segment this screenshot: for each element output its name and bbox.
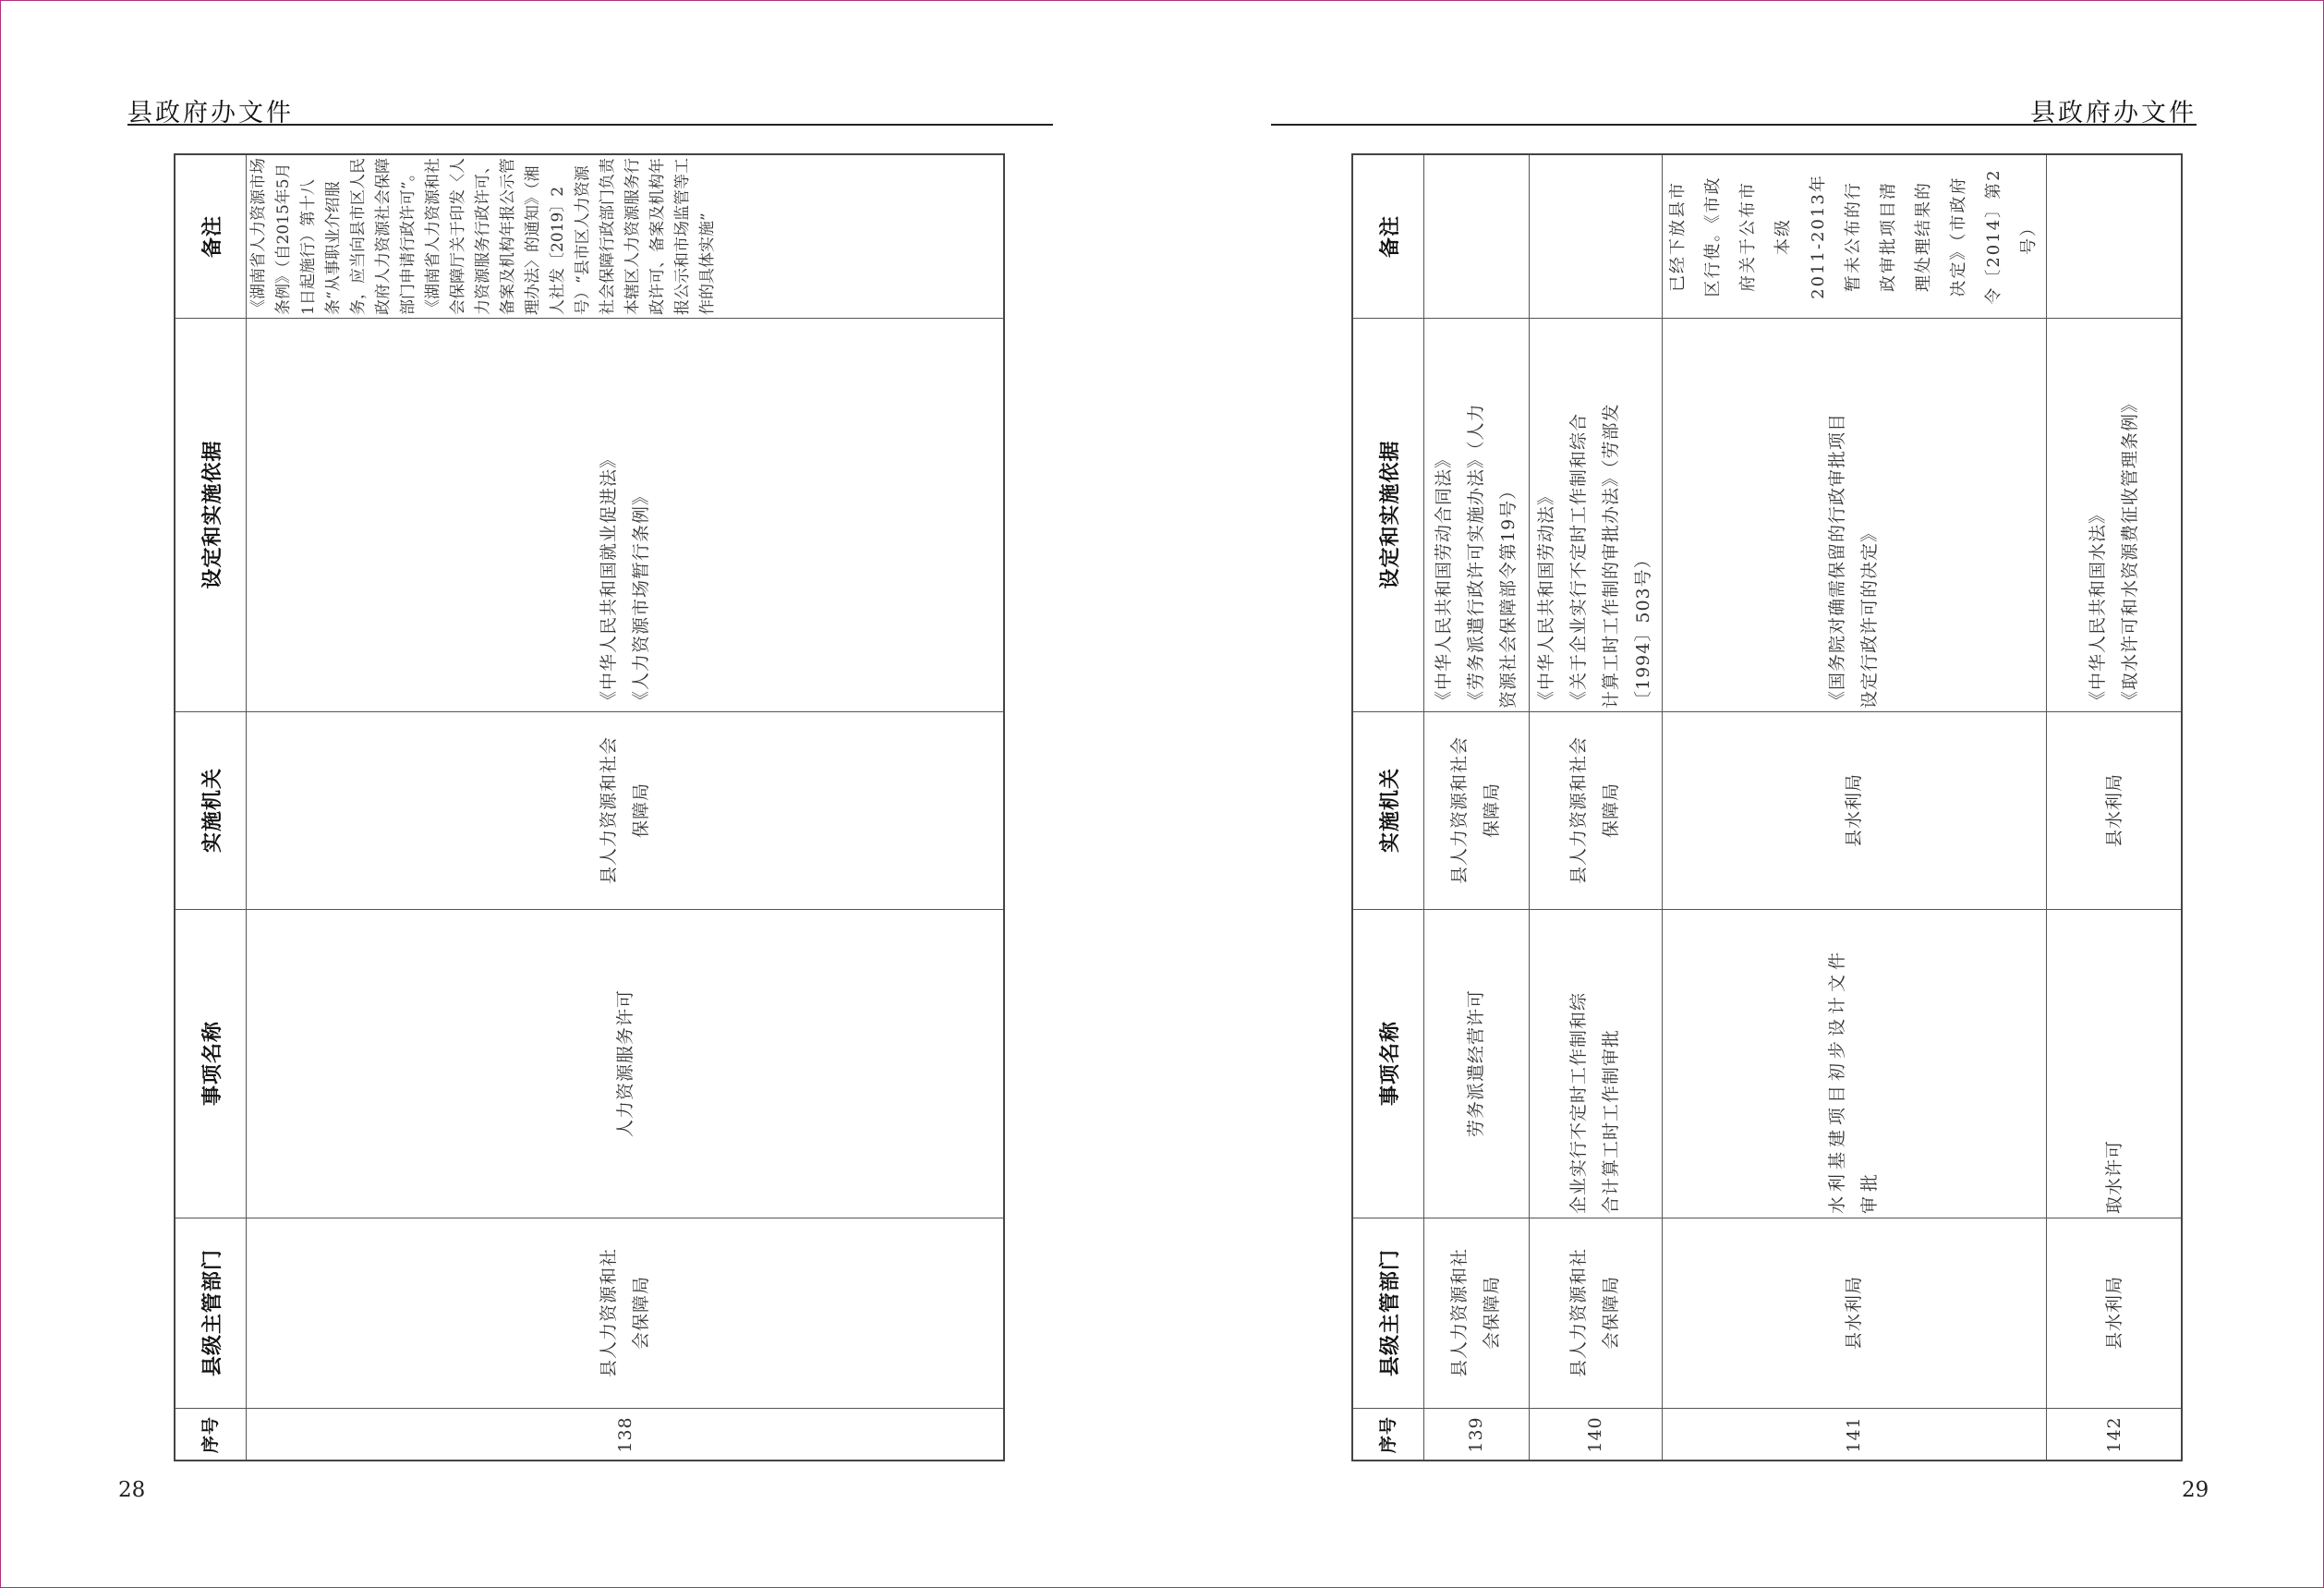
page-right xyxy=(1162,0,2324,1588)
row-142-seq: 142 xyxy=(2103,1416,2124,1453)
row-140-basis: 《中华人民共和国劳动法》 《关于企业实行不定时工作制和综合 计算工时工作制的审批办法》（劳部发 〔1994〕503号） xyxy=(1536,403,1653,709)
page-number-right: 29 xyxy=(2182,1478,2209,1502)
row-142-basis-cell xyxy=(2046,318,2183,711)
row-142-basis: 《中华人民共和国水法》 《取水许可和水资源费征收管理条例》 xyxy=(2088,394,2140,709)
header-dept-cell xyxy=(176,1218,246,1408)
row-138-remark: 《湖南省人力资源市场条例》（自2015年5月1日起施行）第十八条“从事职业介绍服务，应当向县市区人民政府人力资源社会保障部门申请行政许可”。 《湖南省人力资源和社会保障厅关于印发〈人力资源服务行政许可、备案及机构年报公示管理办法〉的通知》（湘人社发〔2019〕2号）“县市区人力资源社会保障行政部门负责本辖区人力资源服务行政许可、备案及机构年报公示和市场监管等工作的具体实施” xyxy=(249,158,717,315)
header-item-cell xyxy=(176,909,246,1218)
row-139-item: 劳务派遣经营许可 xyxy=(1465,989,1486,1138)
header-title: 县政府办文件 xyxy=(2030,99,2197,127)
column-header-agency: 实施机关 xyxy=(200,768,224,854)
row-141-remark: 已经下放县市 区行使。《市政 府关于公布市 本级 2011-2013年 暂未公布的行 政审批项目清 理处理结果的 决定》（市政府 令〔2014〕第2 号） xyxy=(1668,168,2039,305)
row-141-dept: 县水利局 xyxy=(1843,1276,1864,1351)
row-138-basis: 《中华人民共和国就业促进法》 《人力资源市场暂行条例》 xyxy=(599,449,651,709)
row-139-agency: 县人力资源和社会 保障局 xyxy=(1449,736,1502,885)
row-141-seq: 141 xyxy=(1843,1416,1864,1453)
row-140-seq-cell xyxy=(1529,1408,1662,1461)
row-138-agency-cell xyxy=(246,711,1005,909)
row-139-seq: 139 xyxy=(1465,1416,1486,1453)
column-header-dept: 县级主管部门 xyxy=(200,1249,224,1377)
row-138-basis-cell xyxy=(246,318,1005,711)
row-141-agency-cell xyxy=(1662,711,2046,909)
row-141-basis-cell xyxy=(1662,318,2046,711)
row-141-remark-cell xyxy=(1662,155,2046,318)
row-141-item: 水利基建项目初步设计文件 审批 xyxy=(1827,947,1880,1214)
row-141-agency: 县水利局 xyxy=(1843,773,1864,848)
row-138-dept: 县人力资源和社 会保障局 xyxy=(599,1248,651,1378)
row-140-item: 企业实行不定时工作制和综 合计算工时工作制审批 xyxy=(1568,991,1621,1214)
row-139-basis: 《中华人民共和国劳动合同法》 《劳务派遣行政许可实施办法》（人力 资源社会保障部令第19号） xyxy=(1433,403,1519,709)
header-seq-cell xyxy=(176,1408,246,1461)
table xyxy=(1351,153,2183,1461)
row-139-dept-cell xyxy=(1423,1218,1529,1408)
row-140-agency-cell xyxy=(1529,711,1662,909)
row-138-item: 人力资源服务许可 xyxy=(614,989,635,1138)
row-141-seq-cell xyxy=(1662,1408,2046,1461)
row-140-agency: 县人力资源和社会 保障局 xyxy=(1568,736,1621,885)
header-remark-cell xyxy=(176,155,246,318)
header-rule xyxy=(127,124,1053,126)
row-142-seq-cell xyxy=(2046,1408,2183,1461)
column-header-seq: 序号 xyxy=(1378,1416,1398,1454)
row-141-dept-cell xyxy=(1662,1218,2046,1408)
row-142-item-cell xyxy=(2046,909,2183,1218)
header-dept-cell xyxy=(1353,1218,1423,1408)
row-140-dept-cell xyxy=(1529,1218,1662,1408)
page-number-left: 28 xyxy=(118,1478,146,1502)
row-138-remark-cell xyxy=(246,155,1005,318)
row-139-agency-cell xyxy=(1423,711,1529,909)
column-header-agency: 实施机关 xyxy=(1378,768,1402,854)
row-142-agency: 县水利局 xyxy=(2103,773,2124,848)
row-139-basis-cell xyxy=(1423,318,1529,711)
row-141-item-cell xyxy=(1662,909,2046,1218)
header-title: 县政府办文件 xyxy=(127,99,294,127)
header-agency-cell xyxy=(176,711,246,909)
table xyxy=(174,153,1005,1461)
column-header-remark: 备注 xyxy=(1378,215,1402,259)
row-142-dept-cell xyxy=(2046,1218,2183,1408)
header-remark-cell xyxy=(1353,155,1423,318)
header-basis-cell xyxy=(1353,318,1423,711)
row-142-dept: 县水利局 xyxy=(2103,1276,2124,1351)
row-138-agency: 县人力资源和社会 保障局 xyxy=(599,736,651,885)
header-rule xyxy=(1271,124,2197,126)
column-header-remark: 备注 xyxy=(200,215,224,259)
row-140-basis-cell xyxy=(1529,318,1662,711)
column-header-dept: 县级主管部门 xyxy=(1378,1249,1402,1377)
header-item-cell xyxy=(1353,909,1423,1218)
header-seq-cell xyxy=(1353,1408,1423,1461)
column-header-basis: 设定和实施依据 xyxy=(1378,440,1402,589)
row-138-item-cell xyxy=(246,909,1005,1218)
header-basis-cell xyxy=(176,318,246,711)
row-139-item-cell xyxy=(1423,909,1529,1218)
column-header-item: 事项名称 xyxy=(1378,1021,1402,1107)
row-142-agency-cell xyxy=(2046,711,2183,909)
column-header-item: 事项名称 xyxy=(200,1021,224,1107)
row-139-seq-cell xyxy=(1423,1408,1529,1461)
row-140-seq: 140 xyxy=(1584,1416,1605,1453)
column-header-seq: 序号 xyxy=(200,1416,221,1454)
row-141-basis: 《国务院对确需保留的行政审批项目 设定行政许可的决定》 xyxy=(1827,412,1880,709)
row-140-item-cell xyxy=(1529,909,1662,1218)
row-142-item: 取水许可 xyxy=(2103,1139,2124,1214)
column-header-basis: 设定和实施依据 xyxy=(200,440,224,589)
row-139-dept: 县人力资源和社 会保障局 xyxy=(1449,1248,1502,1378)
row-140-dept: 县人力资源和社 会保障局 xyxy=(1568,1248,1621,1378)
header-agency-cell xyxy=(1353,711,1423,909)
row-138-seq: 138 xyxy=(614,1416,635,1453)
row-138-seq-cell xyxy=(246,1408,1005,1461)
row-138-dept-cell xyxy=(246,1218,1005,1408)
